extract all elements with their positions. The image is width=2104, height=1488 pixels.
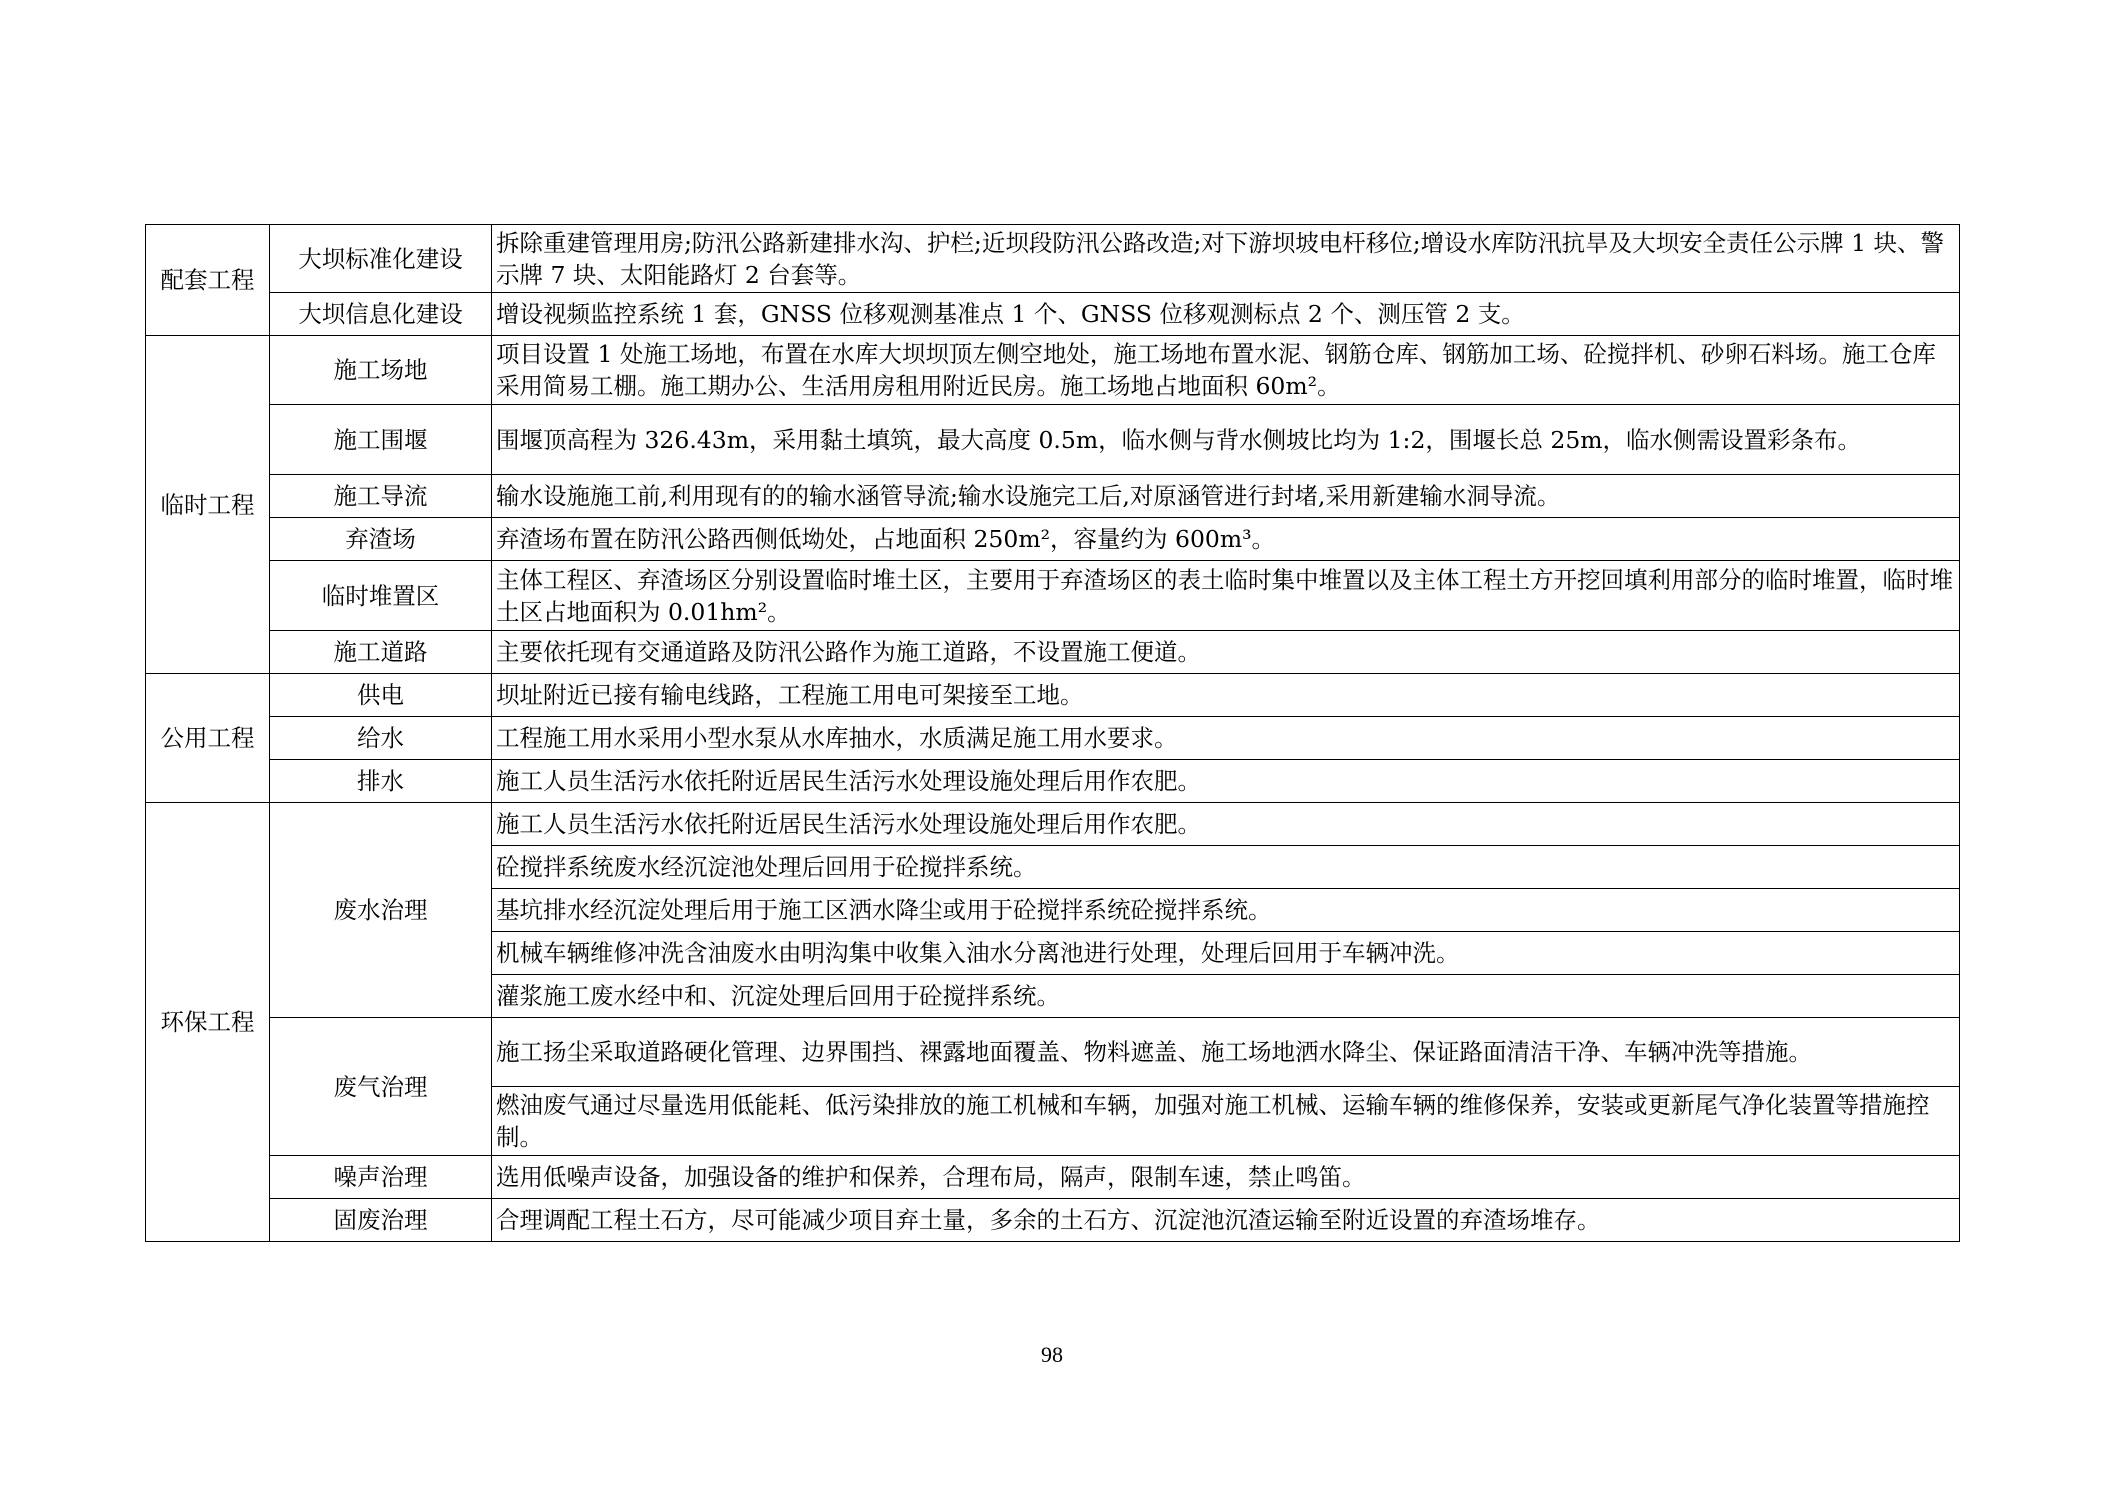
item-name-cell: 临时堆置区: [270, 561, 492, 631]
category-cell: 配套工程: [146, 225, 270, 336]
description-cell: 坝址附近已接有输电线路，工程施工用电可架接至工地。: [492, 674, 1960, 717]
table-row: [146, 405, 1960, 475]
description-cell: 增设视频监控系统 1 套，GNSS 位移观测基准点 1 个、GNSS 位移观测标点 2 个、测压管 2 支。: [492, 293, 1960, 336]
table-row: [146, 1156, 1960, 1199]
description-cell: 工程施工用水采用小型水泵从水库抽水，水质满足施工用水要求。: [492, 717, 1960, 760]
description-cell: 燃油废气通过尽量选用低能耗、低污染排放的施工机械和车辆，加强对施工机械、运输车辆的维修保养，安装或更新尾气净化装置等措施控制。: [492, 1087, 1960, 1156]
description-cell: 施工人员生活污水依托附近居民生活污水处理设施处理后用作农肥。: [492, 803, 1960, 846]
project-composition-table: [145, 224, 1960, 1242]
description-cell: 施工扬尘采取道路硬化管理、边界围挡、裸露地面覆盖、物料遮盖、施工场地洒水降尘、保证路面清洁干净、车辆冲洗等措施。: [492, 1018, 1960, 1087]
table-row: [146, 1199, 1960, 1242]
category-cell: 临时工程: [146, 336, 270, 674]
description-cell: 弃渣场布置在防汛公路西侧低坳处，占地面积 250m²，容量约为 600m³。: [492, 518, 1960, 561]
item-name-cell: 施工围堰: [270, 405, 492, 475]
table-row: [146, 803, 1960, 846]
item-name-cell: 施工道路: [270, 631, 492, 674]
item-name-cell: 排水: [270, 760, 492, 803]
description-cell: 灌浆施工废水经中和、沉淀处理后回用于砼搅拌系统。: [492, 975, 1960, 1018]
item-name-cell: 弃渣场: [270, 518, 492, 561]
description-cell: 施工人员生活污水依托附近居民生活污水处理设施处理后用作农肥。: [492, 760, 1960, 803]
table-row: [146, 674, 1960, 717]
description-cell: 围堰顶高程为 326.43m，采用黏土填筑，最大高度 0.5m，临水侧与背水侧坡比均为 1:2，围堰长总 25m，临水侧需设置彩条布。: [492, 405, 1960, 475]
description-text: 项目设置 1 处施工场地，布置在水库大坝坝顶左侧空地处，施工场地布置水泥、钢筋仓库、钢筋加工场、砼搅拌机、砂卵石料场。施工仓库采用简易工棚。施工期办公、生活用房租用附近民房。施工场地占地面积 60m²。: [496, 340, 1936, 400]
description-cell: 主体工程区、弃渣场区分别设置临时堆土区，主要用于弃渣场区的表土临时集中堆置以及主体工程土方开挖回填利用部分的临时堆置，临时堆土区占地面积为 0.01hm²。: [492, 561, 1960, 631]
item-name-cell: 供电: [270, 674, 492, 717]
item-name-cell: 给水: [270, 717, 492, 760]
description-cell: [492, 336, 1960, 405]
item-name-cell: 固废治理: [270, 1199, 492, 1242]
description-cell: 输水设施施工前,利用现有的的输水涵管导流;输水设施完工后,对原涵管进行封堵,采用新建输水洞导流。: [492, 475, 1960, 518]
item-name-cell: 施工场地: [270, 336, 492, 405]
table-row: [146, 1018, 1960, 1087]
item-name-cell: 废水治理: [270, 803, 492, 1018]
category-cell: 公用工程: [146, 674, 270, 803]
table-row: [146, 225, 1960, 293]
table-row: [146, 760, 1960, 803]
table-row: [146, 631, 1960, 674]
category-cell: 环保工程: [146, 803, 270, 1242]
description-cell: 拆除重建管理用房;防汛公路新建排水沟、护栏;近坝段防汛公路改造;对下游坝坡电杆移位;增设水库防汛抗旱及大坝安全责任公示牌 1 块、警示牌 7 块、太阳能路灯 2 台套等。: [492, 225, 1960, 293]
item-name-cell: 废气治理: [270, 1018, 492, 1156]
description-cell: 合理调配工程土石方，尽可能减少项目弃土量，多余的土石方、沉淀池沉渣运输至附近设置的弃渣场堆存。: [492, 1199, 1960, 1242]
description-cell: 选用低噪声设备，加强设备的维护和保养，合理布局，隔声，限制车速，禁止鸣笛。: [492, 1156, 1960, 1199]
table-row: [146, 293, 1960, 336]
description-cell: 主要依托现有交通道路及防汛公路作为施工道路，不设置施工便道。: [492, 631, 1960, 674]
item-name-cell: 噪声治理: [270, 1156, 492, 1199]
table-row: [146, 336, 1960, 405]
item-name-cell: 施工导流: [270, 475, 492, 518]
item-name-cell: 大坝信息化建设: [270, 293, 492, 336]
table-row: [146, 475, 1960, 518]
description-cell: 基坑排水经沉淀处理后用于施工区洒水降尘或用于砼搅拌系统砼搅拌系统。: [492, 889, 1960, 932]
description-cell: 机械车辆维修冲洗含油废水由明沟集中收集入油水分离池进行处理，处理后回用于车辆冲洗。: [492, 932, 1960, 975]
page-number: 98: [1041, 1342, 1063, 1367]
description-cell: 砼搅拌系统废水经沉淀池处理后回用于砼搅拌系统。: [492, 846, 1960, 889]
item-name-cell: 大坝标准化建设: [270, 225, 492, 293]
table-row: [146, 518, 1960, 561]
table-row: [146, 561, 1960, 631]
table-row: [146, 717, 1960, 760]
